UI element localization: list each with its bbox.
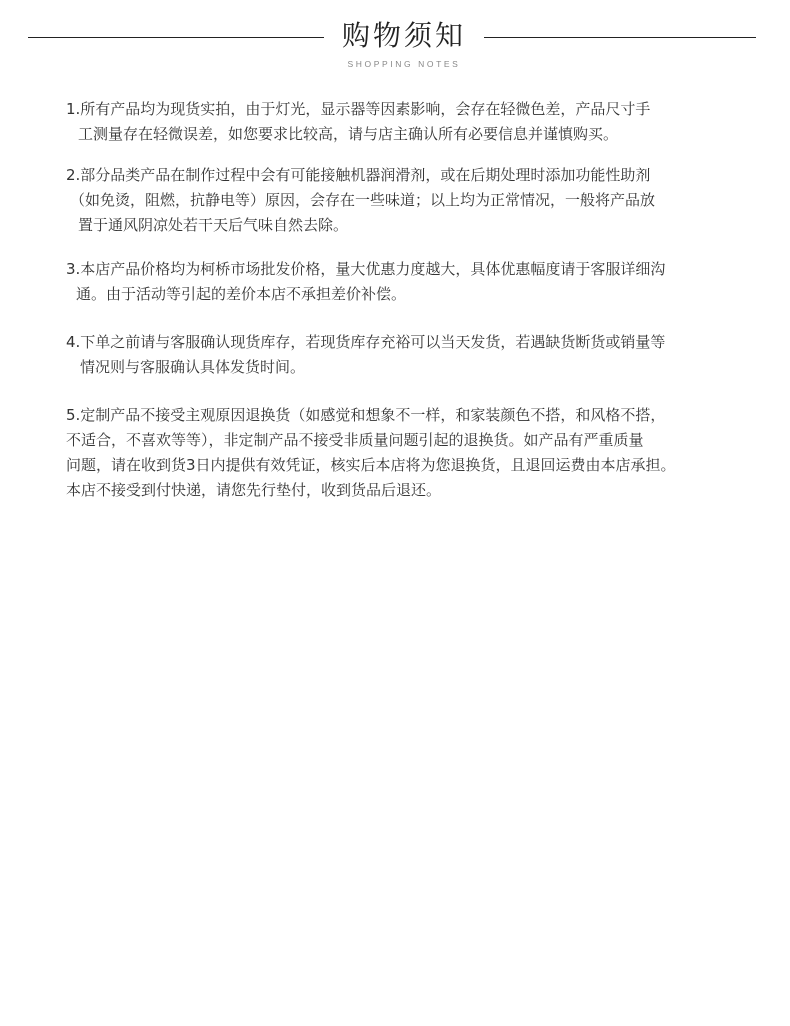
note-line: 4.下单之前请与客服确认现货库存，若现货库存充裕可以当天发货，若遇缺货断货或销量等 xyxy=(66,333,666,351)
note-line: 情况则与客服确认具体发货时间。 xyxy=(80,358,306,376)
shopping-notes-list xyxy=(66,97,726,503)
note-item-1 xyxy=(66,97,726,147)
page-subtitle: SHOPPING NOTES xyxy=(347,59,461,69)
page-title: 购物须知 xyxy=(341,19,466,52)
note-line: 通。由于活动等引起的差价本店不承担差价补偿。 xyxy=(76,285,407,303)
note-line: 工测量存在轻微误差，如您要求比较高，请与店主确认所有必要信息并谨慎购买。 xyxy=(78,125,619,143)
note-line: 问题，请在收到货3日内提供有效凭证，核实后本店将为您退换货，且退回运费由本店承担。 xyxy=(66,456,676,474)
note-line: （如免烫，阻燃，抗静电等）原因，会存在一些味道；以上均为正常情况，一般将产品放 xyxy=(70,191,656,209)
note-line: 不适合，不喜欢等等），非定制产品不接受非质量问题引起的退换货。如产品有严重质量 xyxy=(66,431,644,449)
note-item-4 xyxy=(66,330,726,380)
note-item-5 xyxy=(66,403,726,503)
section-header xyxy=(0,0,790,80)
note-item-3 xyxy=(66,257,726,307)
note-line: 3.本店产品价格均为柯桥市场批发价格，量大优惠力度越大，具体优惠幅度请于客服详细沟 xyxy=(66,260,666,278)
note-line: 1.所有产品均为现货实拍，由于灯光，显示器等因素影响，会存在轻微色差，产品尺寸手 xyxy=(66,100,651,118)
note-line: 2.部分品类产品在制作过程中会有可能接触机器润滑剂，或在后期处理时添加功能性助剂 xyxy=(66,166,651,184)
header-divider-right xyxy=(484,37,756,38)
note-line: 本店不接受到付快递，请您先行垫付，收到货品后退还。 xyxy=(66,481,442,499)
note-item-2 xyxy=(66,163,726,238)
note-line: 5.定制产品不接受主观原因退换货（如感觉和想象不一样，和家装颜色不搭，和风格不搭， xyxy=(66,406,666,424)
header-divider-left xyxy=(28,37,324,38)
note-line: 置于通风阴凉处若干天后气味自然去除。 xyxy=(78,216,349,234)
